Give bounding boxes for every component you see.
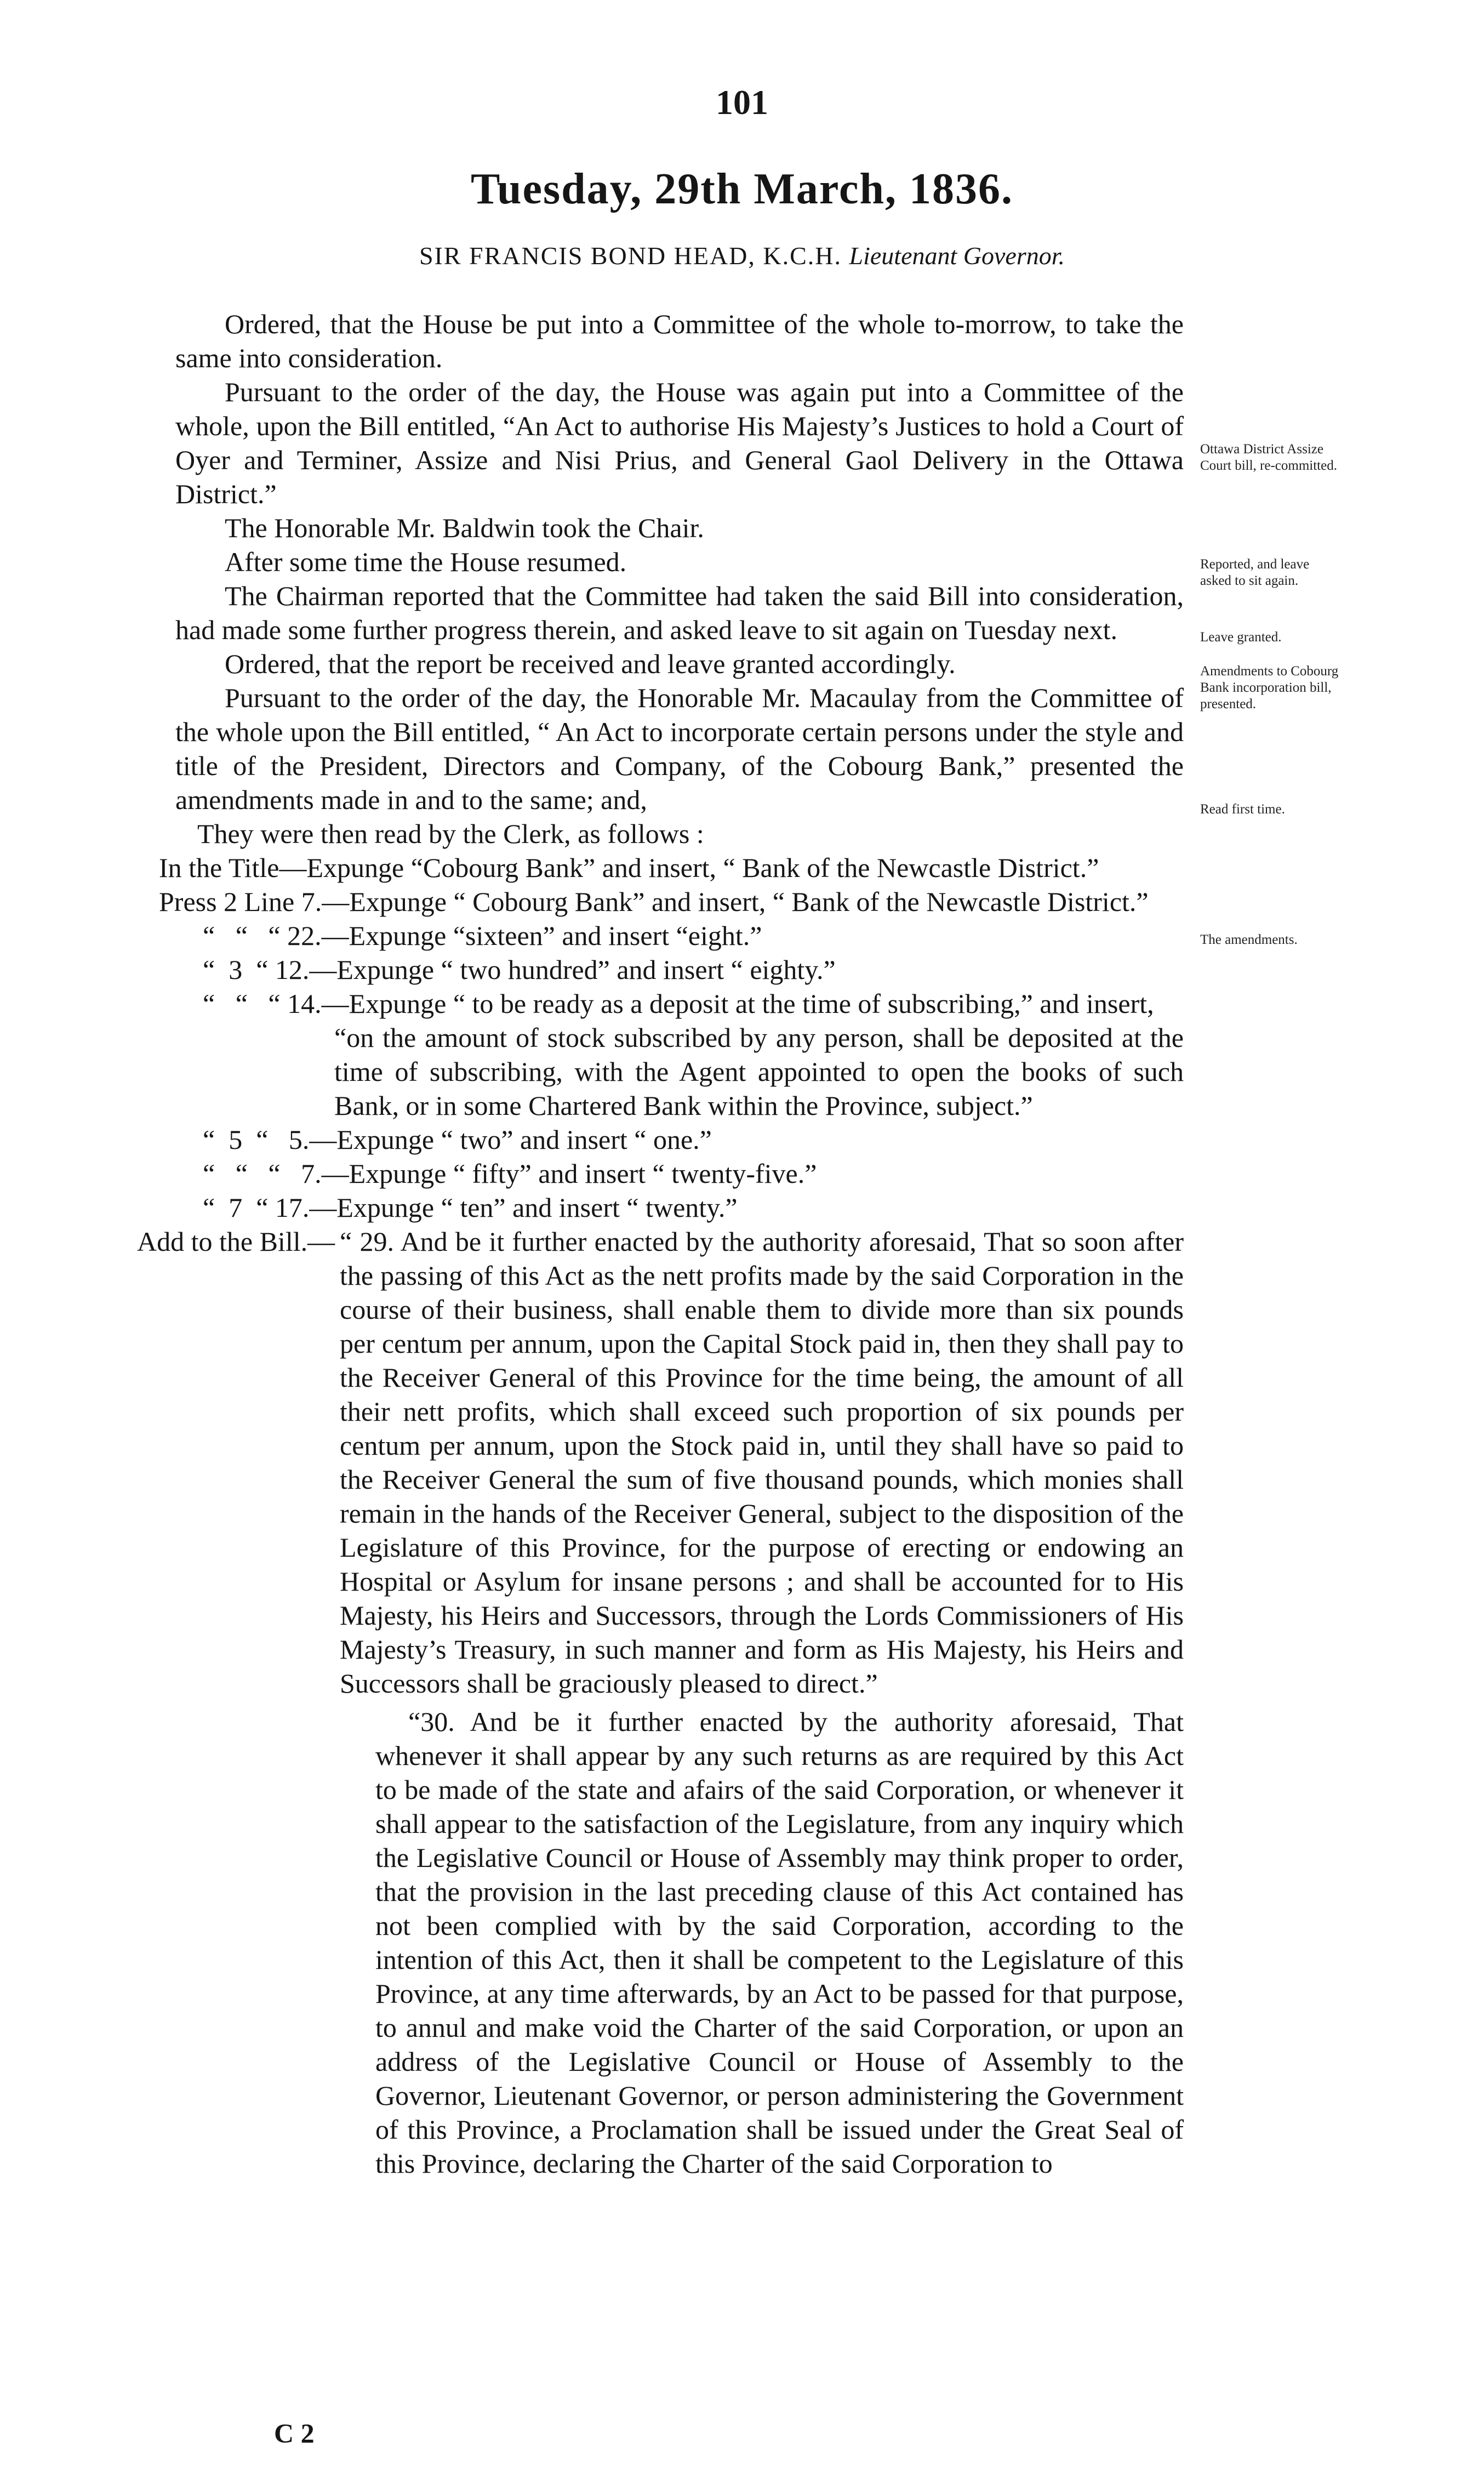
amendment-ref: In the Title—: [159, 852, 307, 883]
amendment-row: [203, 1123, 1184, 1157]
paragraph-house-resumed: After some time the House resumed.: [225, 546, 627, 577]
amendment-ref: Press 2 Line 7.—: [159, 886, 350, 917]
session-date-heading: Tuesday, 29th March, 1836.: [471, 165, 1013, 213]
amendment-row: [203, 953, 1184, 987]
governor-line: [0, 241, 1484, 270]
amendment-text: Expunge “ ten” and insert “ twenty.”: [336, 1192, 738, 1223]
paragraph-ordered-committee: Ordered, that the House be put into a Committee of the whole to-morrow, to take the same into consideration.: [175, 309, 1184, 373]
amendment-row: [159, 851, 1184, 885]
amendment-continuation: “on the amount of stock subscribed by any person, shall be deposited at the time of subscribing, with the Agent appointed to open the books of such Bank, or in some Chartered Bank within the Province, subject.”: [334, 1022, 1184, 1121]
amendments-list: [159, 851, 1184, 1224]
signature-mark: C 2: [274, 2418, 315, 2448]
amendment-text: Expunge “Cobourg Bank” and insert, “ Bank of the Newcastle District.”: [306, 852, 1099, 883]
amendment-text: Expunge “ to be ready as a deposit at the time of subscribing,” and insert,: [349, 988, 1154, 1019]
amendment-ref: “ “ “ 7.—: [203, 1158, 349, 1189]
governor-title: Lieutenant Governor.: [849, 242, 1065, 270]
margin-note-reported: Reported, and leave asked to sit again.: [1200, 557, 1310, 588]
page-number: 101: [716, 83, 768, 122]
margin-note-leave: Leave granted.: [1200, 630, 1282, 645]
add-to-bill-label: Add to the Bill.—: [137, 1226, 335, 1257]
paragraph-ottawa-bill: Pursuant to the order of the day, the House was again put into a Committee of the whole, upon the Bill entitled, “An Act to authorise His Majesty’s Justices to hold a Court of Oyer and Terminer, Assize and Nisi Prius, and General Gaol Delivery in the Ottawa District.”: [175, 377, 1184, 509]
amendment-text: Expunge “ Cobourg Bank” and insert, “ Bank of the Newcastle District.”: [349, 886, 1149, 917]
margin-note-amendments: The amendments.: [1200, 932, 1298, 947]
journal-body: [137, 307, 1184, 2180]
paragraph-read-by-clerk: They were then read by the Clerk, as follows :: [197, 818, 704, 849]
governor-name: SIR FRANCIS BOND HEAD, K.C.H.: [419, 242, 842, 270]
amendment-row: [159, 885, 1184, 919]
amendment-ref: “ “ “ 22.—: [203, 920, 349, 951]
amendment-text: Expunge “ two” and insert “ one.”: [336, 1124, 712, 1155]
margin-note-ottawa: Ottawa District Assize Court bill, re-committed.: [1200, 442, 1337, 473]
amendment-text: Expunge “ fifty” and insert “ twenty-five.”: [349, 1158, 817, 1189]
clause-30: “30. And be it further enacted by the authority aforesaid, That whenever it shall appear by any such returns as are required by this Act to be made of the state and afairs of the said Corporation, or whenever it shall appear to the satisfaction of the Legislature, from any inquiry which the Legislative Council or House of Assembly may think proper to order, that the provision in the last preceding clause of this Act contained has not been complied with by the said Corporation, according to the intention of this Act, then it shall be competent to the Legislature of this Province, at any time afterwards, by an Act to be passed for that purpose, to annul and make void the Charter of the said Corporation, or upon an address of the Legislative Council or House of Assembly to the Governor, Lieutenant Governor, or person administering the Government of this Province, a Proclamation shall be issued under the Great Seal of this Province, declaring the Charter of the said Corporation to: [375, 1706, 1184, 2179]
margin-note-read-first: Read first time.: [1200, 802, 1285, 817]
amendment-row: [203, 1191, 1184, 1224]
amendment-ref: “ 7 “ 17.—: [203, 1192, 337, 1223]
amendment-ref: “ 5 “ 5.—: [203, 1124, 337, 1155]
amendment-ref: “ “ “ 14.—: [203, 988, 349, 1019]
amendment-row: [203, 1157, 1184, 1191]
amendment-row: [203, 919, 1184, 953]
amendment-row: [203, 987, 1184, 1021]
paragraph-chairman-reported: The Chairman reported that the Committee had taken the said Bill into consideration, had made some further progress therein, and asked leave to sit again on Tuesday next.: [175, 580, 1184, 645]
clause-29: “ 29. And be it further enacted by the authority aforesaid, That so soon after the passing of this Act as the nett profits made by the said Corporation in the course of their business, shall enable them to divide more than six pounds per centum per annum, upon the Capital Stock paid in, then they shall pay to the Receiver General of this Province for the time being, the amount of all their nett profits, which shall exceed such proportion of six pounds per centum per annum, upon the Stock paid in, until they shall have so paid to the Receiver General the sum of five thousand pounds, which monies shall remain in the hands of the Receiver General, subject to the disposition of the Legislature of this Province, for the purpose of erecting or endowing an Hospital or Asylum for insane persons ; and shall be accounted for to His Majesty, his Heirs and Successors, through the Lords Commissioners of His Majesty’s Treasury, in such manner and form as His Majesty, his Heirs and Successors shall be graciously pleased to direct.”: [340, 1226, 1184, 1699]
paragraph-report-received: Ordered, that the report be received and leave granted accordingly.: [225, 648, 956, 679]
amendment-ref: “ 3 “ 12.—: [203, 954, 337, 985]
add-to-bill-section: [137, 1224, 1184, 2180]
amendment-text: Expunge “ two hundred” and insert “ eighty.”: [336, 954, 836, 985]
margin-note-cobourg: Amendments to Cobourg Bank incorporation bill, presented.: [1200, 664, 1339, 711]
paragraph-baldwin-chair: The Honorable Mr. Baldwin took the Chair.: [225, 512, 704, 543]
amendment-text: Expunge “sixteen” and insert “eight.”: [349, 920, 762, 951]
paragraph-cobourg-bank: Pursuant to the order of the day, the Honorable Mr. Macaulay from the Committee of the whole upon the Bill entitled, “ An Act to incorporate certain persons under the style and title of the President, Directors and Company, of the Cobourg Bank,” presented the amendments made in and to the same; and,: [175, 682, 1184, 815]
